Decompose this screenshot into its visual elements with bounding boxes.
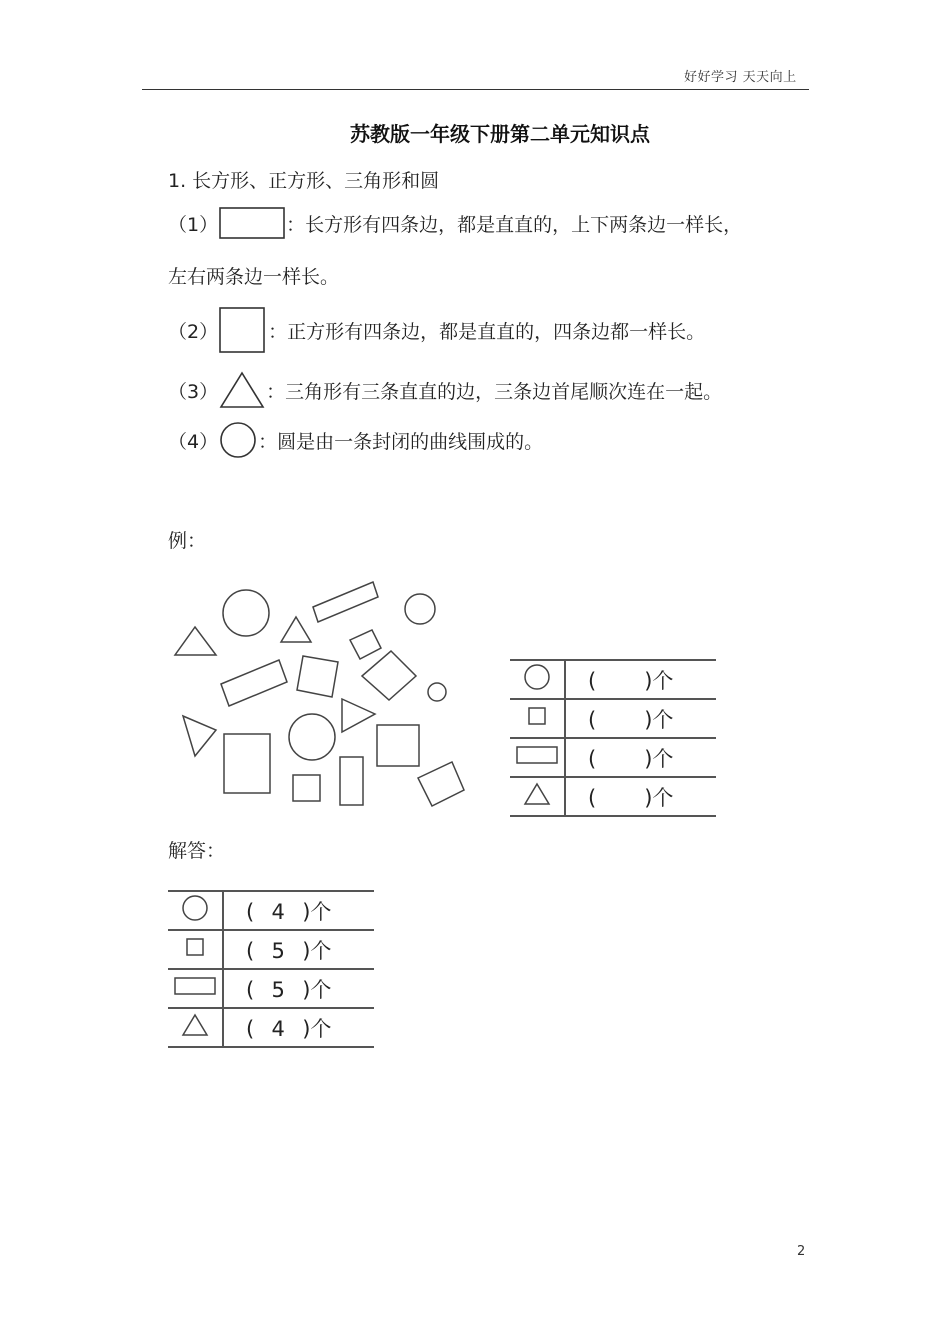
count-value: 4 [271, 899, 285, 924]
circle-shape [223, 590, 269, 636]
rectangle-shape [224, 734, 270, 793]
item-number: （2） [168, 321, 219, 343]
rectangle-shape [340, 757, 363, 805]
rectangle-icon [510, 738, 565, 777]
circle-icon [168, 891, 223, 930]
square-shape [350, 630, 381, 659]
square-shape [418, 762, 464, 806]
table-row [168, 1008, 374, 1047]
square-shape [362, 651, 416, 700]
item-square [168, 306, 705, 359]
example-label: 例： [168, 530, 207, 552]
rectangle-icon [168, 969, 223, 1008]
item-number: （4） [168, 431, 219, 453]
triangle-icon [168, 1008, 223, 1047]
table-row [510, 660, 716, 699]
square-icon [510, 699, 565, 738]
count-value: 5 [271, 977, 285, 1002]
square-shape [293, 775, 320, 801]
header-tagline: 好好学习 天天向上 [684, 70, 797, 85]
item-text: ：正方形有四条边，都是直直的，四条边都一样长。 [268, 321, 706, 343]
table-row [510, 738, 716, 777]
rectangle-shape [221, 660, 287, 706]
scattered-shapes-figure [160, 570, 480, 820]
item-circle [168, 420, 543, 465]
triangle-shape [175, 627, 216, 655]
count-cell: ( )个 [565, 699, 716, 738]
item-number: （3） [168, 381, 219, 403]
circle-shape [289, 714, 335, 760]
table-row [168, 891, 374, 930]
header-divider [142, 89, 809, 90]
square-shape [377, 725, 419, 766]
count-cell: ( 5 )个 [223, 969, 374, 1008]
count-cell: ( )个 [565, 660, 716, 699]
count-cell: ( 4 )个 [223, 891, 374, 930]
triangle-shape [183, 716, 216, 756]
table-row [510, 777, 716, 816]
count-value: 5 [271, 938, 285, 963]
table-row [168, 930, 374, 969]
item-text: ：长方形有四条边，都是直直的，上下两条边一样长， [286, 214, 743, 236]
table-row [510, 699, 716, 738]
circle-shape [405, 594, 435, 624]
item-text: ：三角形有三条直直的边，三条边首尾顺次连在一起。 [266, 381, 723, 403]
square-shape [297, 656, 338, 697]
triangle-icon [218, 370, 266, 415]
circle-shape [428, 683, 446, 701]
item-triangle [168, 370, 722, 415]
document-title: 苏教版一年级下册第二单元知识点 [350, 122, 650, 146]
item-number: （1） [168, 214, 219, 236]
square-icon [218, 306, 268, 359]
item-text: ：圆是由一条封闭的曲线围成的。 [258, 431, 544, 453]
answer-count-table [168, 890, 374, 1048]
square-icon [168, 930, 223, 969]
item-rectangle-continuation: 左右两条边一样长。 [168, 266, 340, 288]
count-value: 4 [271, 1016, 285, 1041]
circle-icon [218, 420, 258, 465]
triangle-icon [510, 777, 565, 816]
triangle-shape [281, 617, 311, 642]
rectangle-icon [218, 206, 286, 245]
triangle-shape [342, 699, 375, 732]
section-heading: 1. 长方形、正方形、三角形和圆 [168, 170, 440, 192]
count-cell: ( 4 )个 [223, 1008, 374, 1047]
page-number: 2 [797, 1244, 806, 1259]
example-count-table [510, 659, 716, 817]
item-rectangle [168, 206, 742, 245]
rectangle-shape [313, 582, 378, 622]
count-cell: ( )个 [565, 738, 716, 777]
count-cell: ( )个 [565, 777, 716, 816]
table-row [168, 969, 374, 1008]
circle-icon [510, 660, 565, 699]
answer-label: 解答： [168, 840, 226, 862]
count-cell: ( 5 )个 [223, 930, 374, 969]
